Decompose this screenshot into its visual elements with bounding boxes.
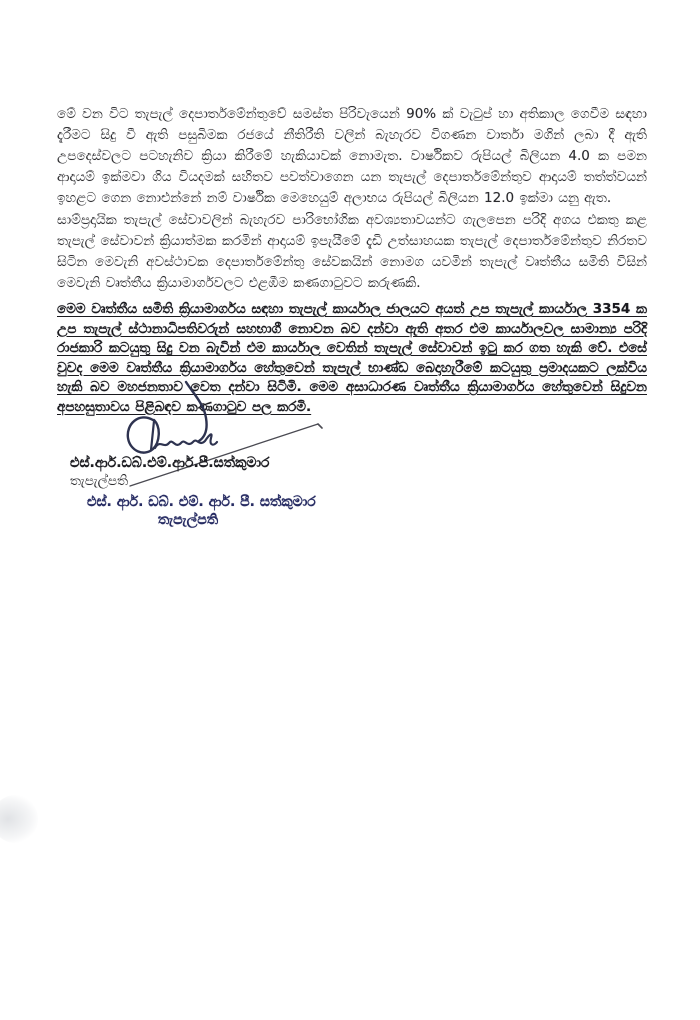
paragraph-strike-notice-underlined: මෙම වෘත්තීය සමිති ක්‍රියාමාර්ගය සඳහා තැපැල් කාර්යාල ජාලයට අයත් උප තැපැල් කාර්යාල 3354 ක උප තැපැල් ස්ථානාධිපතිවරුන් සහභාගී නොවන බව දන්වා ඇති අතර එම කාර්යාලවල සාමාන්‍ය පරිදි රාජකාරි කටයුතු සිදු වන බැවින් එම කාර්යාල වෙතින් තැපැල් සේවාවන් ඉටු කර ගත හැකි වේ. එසේ වුවද මෙම වෘත්තීය ක්‍රියාමාර්ගය හේතුවෙන් තැපැල් භාණ්ඩ බෙදාහැරීමේ කටයුතු ප්‍රමාදයකට ලක්විය හැකි බව මහජනතාව වෙත දන්වා සිටිමි. මෙම අසාධාරණ වෘත්තීය ක්‍රියාමාර්ගය හේතුවෙන් සිදුවන අපහසුතාවය පිළිබඳව කණගාටුව පල කරමි. [57, 301, 647, 415]
pen-stroke-tip [318, 424, 322, 428]
name-stamp [87, 493, 316, 529]
handwritten-signature-icon [100, 370, 360, 500]
scan-smudge [0, 795, 38, 843]
signatory-title: තැපැල්පති [70, 473, 129, 489]
stamp-name: එස්. ආර්. ඩබ්. එම්. ආර්. පී. සත්කුමාර [87, 494, 316, 510]
signature-squiggle [155, 434, 217, 448]
stamp-title: තැපැල්පති [157, 512, 219, 528]
signature-loop-bar [151, 421, 154, 450]
paragraph-finances: මේ වන විට තැපැල් දෙපාර්තමේන්තුවේ සමස්ත පිරිවැයෙන් 90% ක් වැටුප් හා අතිකාල ගෙවීම සඳහා දැරීමට සිදු වී ඇති පසුබිමක රජයේ නීතිරීති වලින් බැහැරව විගණන වාර්තා මගින් ලබා දී ඇති උපදෙස්වලට පටහැනිව ක්‍රියා කිරීමේ හැකියාවක් නොමැත. වාර්ෂිකව රුපියල් බිලියන 4.0 ක පමන ආදායම් ඉක්මවා ගිය වියදමක් සහිතව පවත්වාගෙන යන තැපැල් දෙපාර්තමේන්තුව ආදායම් තත්ත්වයන් ඉහළට ගෙන නොඑන්නේ නම් වාර්ෂික මෙහෙයුම් අලාභය රුපියල් බිලියන 12.0 ඉක්මා යනු ඇත. [57, 106, 647, 206]
signatory-name: එස්.ආර්.ඩබ්.එම්.ආර්.පී.සත්කුමාර [70, 455, 270, 471]
signature-stroke [186, 382, 207, 441]
paragraph-union-criticism: සාම්ප්‍රදායික තැපැල් සේවාවලින් බැහැරව පාරිභෝගික අවශ්‍යතාවයන්ට ගැලපෙන පරිදි අගය එකතු කළ තැපැල් සේවාවන් ක්‍රියාත්මක කරමින් ආදායම් ඉපැයීමේ දැඩි උත්සාහයක තැපැල් දෙපාර්තමේන්තුව නිරතව සිටින මෙවැනි අවස්ථාවක දෙපාර්තමේන්තු සේවකයින් නොමග යවමින් තැපැල් වෘත්තීය සමිති විසින් මෙවැනි වෘත්තීය ක්‍රියාමාර්ගවලට එළඹීම කණගාටුවට කරුණකි. [57, 212, 647, 291]
